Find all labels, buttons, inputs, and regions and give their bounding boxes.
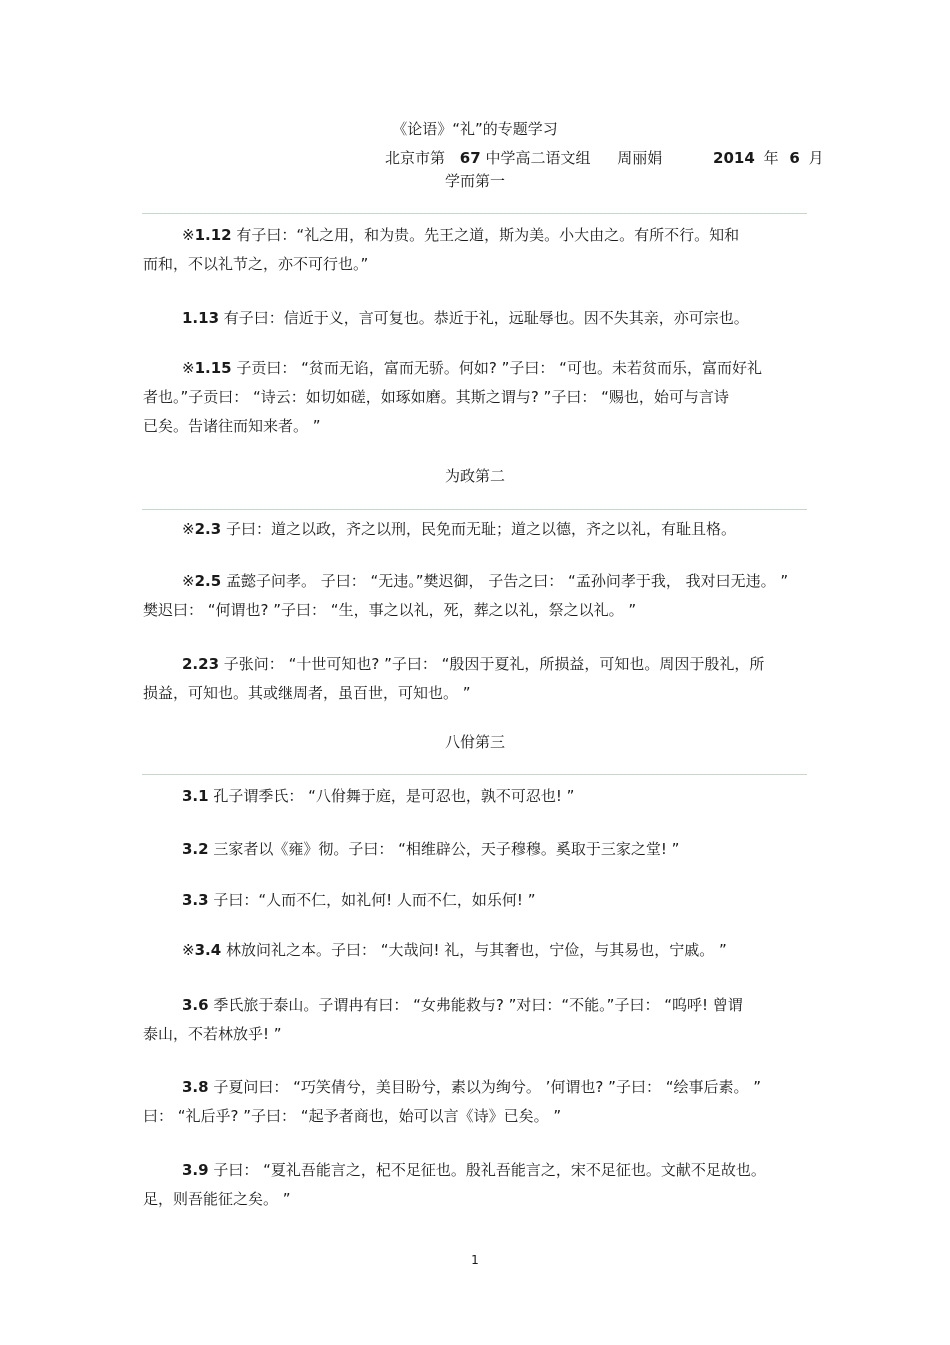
passage (143, 782, 808, 811)
passage-number: 3.1 (182, 787, 209, 805)
key-mark: ※ (182, 359, 195, 377)
passage (143, 567, 808, 625)
year: 2014 (713, 149, 755, 167)
passage-text: 季氏旅于泰山。子谓冉有曰： “女弗能救与? ”对曰：“不能。”子曰： “呜呼! 曾谓 (213, 996, 743, 1014)
passage-text: 孔子谓季氏： “八佾舞于庭，是可忍也，孰不可忍也! ” (213, 787, 575, 805)
passage-line: 足，则吾能征之矣。 ” (143, 1190, 291, 1208)
passage-number: 2.5 (194, 572, 222, 590)
passage-text: 有子曰：信近于义，言可复也。恭近于礼，远耻辱也。因不失其亲，亦可宗也。 (223, 309, 749, 327)
passage-line (143, 221, 808, 250)
passage-number: 1.13 (182, 309, 220, 327)
passage-number: 3.6 (182, 996, 209, 1014)
passage-number: 3.2 (182, 840, 209, 858)
section-divider (142, 774, 807, 775)
month-unit: 月 (808, 149, 824, 167)
month: 6 (789, 149, 800, 167)
passage-line (143, 354, 808, 383)
key-mark: ※ (182, 520, 195, 538)
passage (143, 650, 808, 708)
passage-line (143, 991, 808, 1020)
page-number: 1 (471, 1253, 479, 1267)
passage-number: 3.4 (194, 941, 222, 959)
passage-text: 三家者以《雍》彻。子曰： “相维辟公，天子穆穆。奚取于三家之堂! ” (213, 840, 680, 858)
passage-number: 3.3 (182, 891, 209, 909)
passage (143, 991, 808, 1049)
section-heading: 学而第一 (444, 172, 505, 190)
passage-line: 曰： “礼后乎? ”子曰： “起予者商也，始可以言《诗》已矣。 ” (143, 1107, 562, 1125)
passage-line (143, 650, 808, 679)
passage-text: 子曰：“人而不仁，如礼何! 人而不仁，如乐何! ” (213, 891, 536, 909)
passage-line (143, 304, 808, 333)
passage-line (143, 1073, 808, 1102)
section-heading: 八佾第三 (444, 733, 505, 751)
passage-number: 2.3 (194, 520, 222, 538)
passage-number: 3.9 (182, 1161, 209, 1179)
passage (143, 835, 808, 864)
section-divider (142, 509, 807, 510)
passage-text: 子夏问曰： “巧笑倩兮，美目盼兮，素以为绚兮。 ’何谓也? ”子曰： “绘事后素。 ” (213, 1078, 762, 1096)
passage (143, 515, 808, 544)
passage (143, 354, 808, 441)
school-prefix: 北京市第 (385, 149, 446, 167)
passage-text: 孟懿子问孝。 子曰： “无违。”樊迟御， 子告之曰： “孟孙问孝于我， 我对曰无违。 ” (225, 572, 789, 590)
school-suffix: 中学高二语文组 (485, 149, 591, 167)
passage-line: 而和，不以礼节之，亦不可行也。” (143, 255, 369, 273)
passage-number: 1.15 (194, 359, 232, 377)
section-divider (142, 213, 807, 214)
passage (143, 304, 808, 333)
passage-line: 者也。”子贡曰： “诗云：如切如磋，如琢如磨。其斯之谓与? ”子曰： “赐也，始可与言诗 (143, 388, 729, 406)
year-unit: 年 (763, 149, 779, 167)
key-mark: ※ (182, 226, 195, 244)
passage-number: 1.12 (194, 226, 232, 244)
passage-number: 3.8 (182, 1078, 209, 1096)
passage-number: 2.23 (182, 655, 220, 673)
passage-text: 子贡曰： “贫而无谄，富而无骄。何如? ”子曰： “可也。未若贫而乐，富而好礼 (236, 359, 762, 377)
passage-text: 有子曰：“礼之用，和为贵。先王之道，斯为美。小大由之。有所不行。知和 (236, 226, 740, 244)
passage-text: 子曰：道之以政，齐之以刑，民免而无耻；道之以德，齐之以礼，有耻且格。 (225, 520, 736, 538)
passage (143, 1156, 808, 1214)
passage-line (143, 936, 808, 965)
passage (143, 1073, 808, 1131)
author-byline (385, 147, 824, 168)
passage-line: 樊迟曰： “何谓也? ”子曰： “生，事之以礼，死，葬之以礼，祭之以礼。 ” (143, 601, 637, 619)
passage-line (143, 782, 808, 811)
key-mark: ※ (182, 572, 195, 590)
passage-line (143, 835, 808, 864)
passage (143, 886, 808, 915)
key-mark: ※ (182, 941, 195, 959)
document-title: 《论语》“礼”的专题学习 (392, 120, 558, 138)
passage-line (143, 515, 808, 544)
passage-line (143, 1156, 808, 1185)
passage (143, 221, 808, 279)
passage (143, 936, 808, 965)
passage-text: 子张问： “十世可知也? ”子曰： “殷因于夏礼，所损益，可知也。周因于殷礼，所 (223, 655, 765, 673)
section-heading: 为政第二 (444, 467, 505, 485)
author-name: 周丽娟 (617, 149, 663, 167)
passage-text: 林放问礼之本。子曰： “大哉问! 礼，与其奢也，宁俭，与其易也，宁戚。 ” (225, 941, 727, 959)
passage-line (143, 567, 808, 596)
passage-line: 损益，可知也。其或继周者，虽百世，可知也。 ” (143, 684, 471, 702)
passage-line: 已矣。告诸往而知来者。 ” (143, 417, 321, 435)
passage-line (143, 886, 808, 915)
school-number: 67 (459, 149, 481, 167)
passage-text: 子曰： “夏礼吾能言之，杞不足征也。殷礼吾能言之，宋不足征也。文献不足故也。 (213, 1161, 766, 1179)
passage-line: 泰山，不若林放乎! ” (143, 1025, 282, 1043)
